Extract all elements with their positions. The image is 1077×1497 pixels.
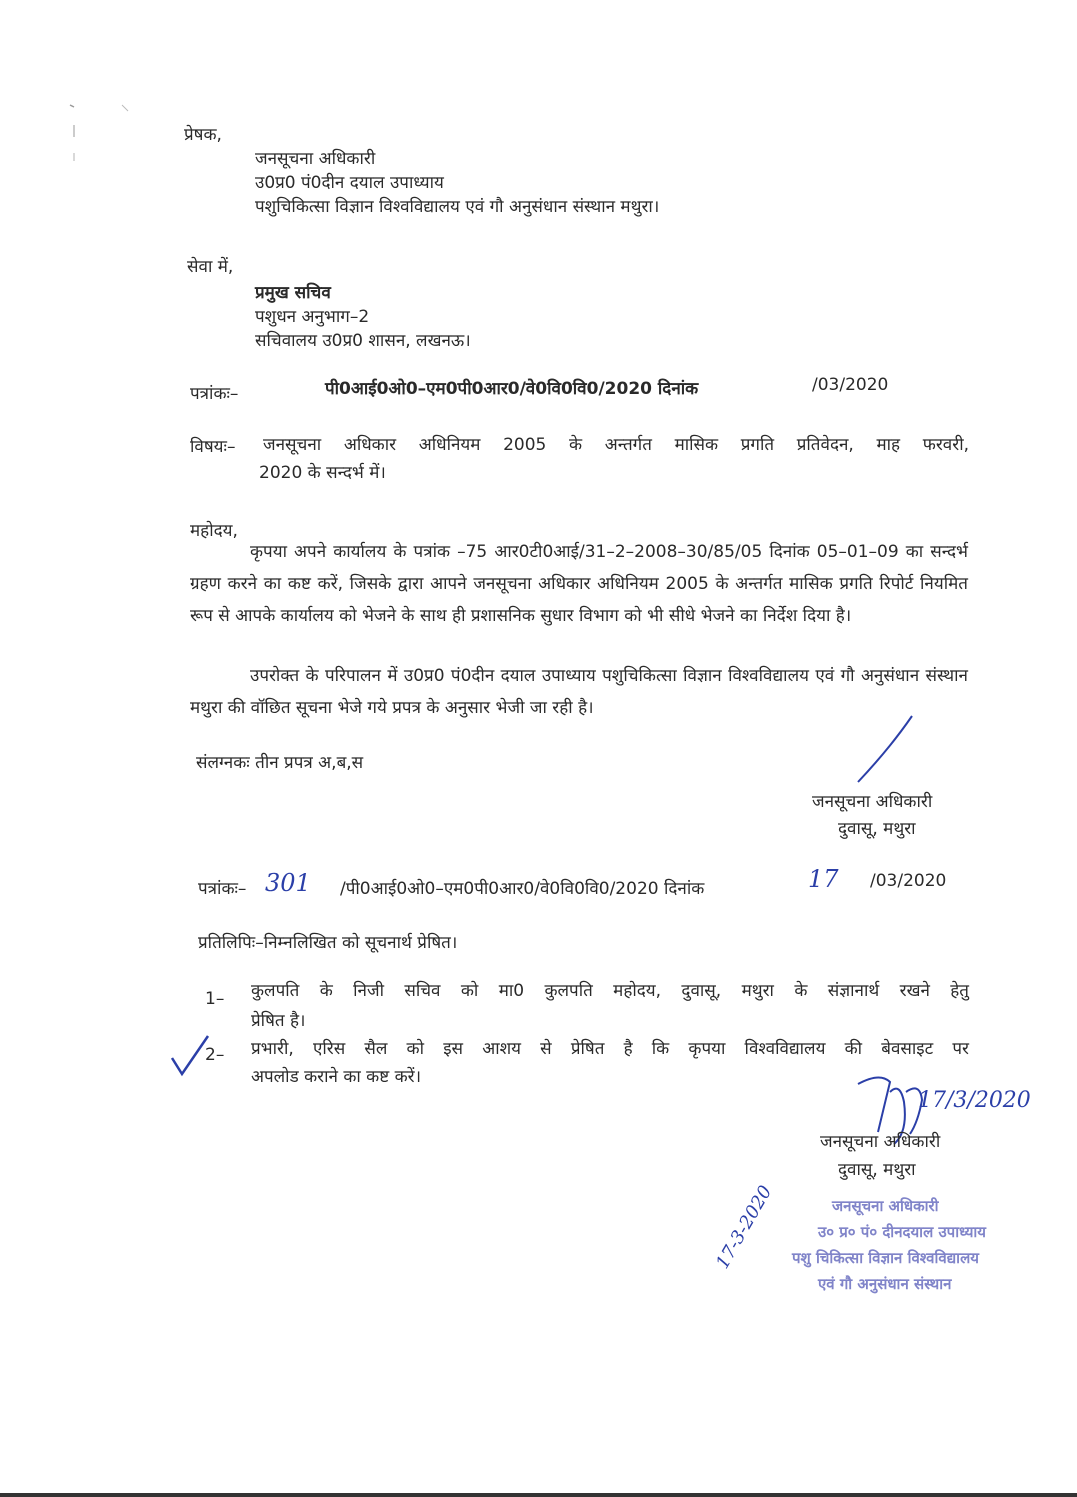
stamp-handwritten-date: 17-3-2020 — [712, 1182, 777, 1273]
stamp-line-3: पशु चिकित्सा विज्ञान विश्वविद्यालय — [792, 1249, 979, 1267]
recipient-line-2: पशुधन अनुभाग–2 — [255, 307, 370, 327]
salutation: महोदय, — [190, 521, 238, 541]
copy-item-2-line-2: अपलोड कराने का कष्ट करें। — [251, 1067, 422, 1087]
signature1-line-1: जनसूचना अधिकारी — [812, 792, 933, 812]
subject-label: विषयः– — [190, 437, 236, 457]
sender-line-3: पशुचिकित्सा विज्ञान विश्वविद्यालय एवं गौ अनुसंधान संस्थान मथुरा। — [255, 197, 660, 217]
signature2-line-1: जनसूचना अधिकारी — [820, 1132, 941, 1152]
ref1-number: पी0आई0ओ0–एम0पी0आर0/वे0वि0वि0/2020 दिनांक — [325, 379, 699, 399]
page-bottom-edge — [0, 1493, 1077, 1497]
signature2-line-2: दुवासू, मथुरा — [838, 1160, 916, 1180]
ref2-handwritten-day: 17 — [808, 865, 839, 893]
copy-item-2-number: 2– — [205, 1045, 225, 1065]
copy-item-2-line-1: प्रभारी, एरिस सैल को इस आशय से प्रेषित है कि कृपया विश्वविद्यालय की बेवसाइट पर — [251, 1039, 969, 1059]
punch-hole-marks — [60, 95, 140, 175]
ref1-date: /03/2020 — [812, 375, 889, 395]
body-paragraph-2: उपरोक्त के परिपालन में उ0प्र0 पं0दीन दयाल उपाध्याय पशुचिकित्सा विज्ञान विश्वविद्यालय एवं गौ अनुसंधान संस्थान मथुरा की वॉछित सूचना भेजे गये प्रपत्र के अनुसार भेजी जा रही है। — [190, 666, 968, 718]
recipient-label: सेवा में, — [187, 257, 234, 277]
signature2-handwritten-date: 17/3/2020 — [918, 1088, 1031, 1113]
copy-item-1-line-2: प्रेषित है। — [251, 1011, 306, 1031]
sender-label: प्रेषक, — [184, 125, 222, 145]
recipient-line-3: सचिवालय उ0प्र0 शासन, लखनऊ। — [255, 331, 471, 351]
ref2-handwritten-number: 301 — [265, 869, 311, 897]
stamp-line-4: एवं गौ अनुसंधान संस्थान — [818, 1275, 952, 1293]
subject-line-2: 2020 के सन्दर्भ में। — [259, 463, 386, 483]
copy-item-1-number: 1– — [205, 989, 225, 1009]
recipient-line-1: प्रमुख सचिव — [255, 283, 331, 303]
ref2-number: /पी0आई0ओ0–एम0पी0आर0/वे0वि0वि0/2020 दिनांक — [340, 879, 705, 899]
ref1-label: पत्रांकः– — [190, 384, 239, 404]
copy-item-1-line-1: कुलपति के निजी सचिव को मा0 कुलपति महोदय, दुवासू, मथुरा के संज्ञानार्थ रखने हेतु — [251, 981, 969, 1001]
enclosure: संलग्नकः तीन प्रपत्र अ,ब,स — [196, 753, 364, 773]
sender-line-2: उ0प्र0 पं0दीन दयाल उपाध्याय — [255, 173, 444, 193]
signature-stroke-1 — [850, 710, 920, 790]
copy-label: प्रतिलिपिः–निम्नलिखित को सूचनार्थ प्रेषित। — [198, 933, 458, 953]
subject-line-1: जनसूचना अधिकार अधिनियम 2005 के अन्तर्गत मासिक प्रगति प्रतिवेदन, माह फरवरी, — [263, 435, 969, 455]
stamp-line-1: जनसूचना अधिकारी — [832, 1197, 939, 1215]
ref2-label: पत्रांकः– — [198, 879, 247, 899]
body-paragraph-1: कृपया अपने कार्यालय के पत्रांक –75 आर0टी0आई/31–2–2008–30/85/05 दिनांक 05–01–09 का सन्दर्भ ग्रहण करने का कष्ट करें, जिसके द्वारा आपने जनसूचना अधिकार अधिनियम 2005 के अन्तर्गत मासिक प्रगति रिपोर्ट नियमित रूप से आपके कार्यालय को भेजने के साथ ही प्रशासनिक सुधार विभाग को भी सीधे भेजने का निर्देश दिया है। — [190, 542, 968, 626]
signature1-line-2: दुवासू, मथुरा — [838, 819, 916, 839]
sender-line-1: जनसूचना अधिकारी — [255, 149, 376, 169]
stamp-line-2: उ० प्र० पं० दीनदयाल उपाध्याय — [818, 1223, 987, 1241]
ref2-date: /03/2020 — [870, 871, 947, 891]
